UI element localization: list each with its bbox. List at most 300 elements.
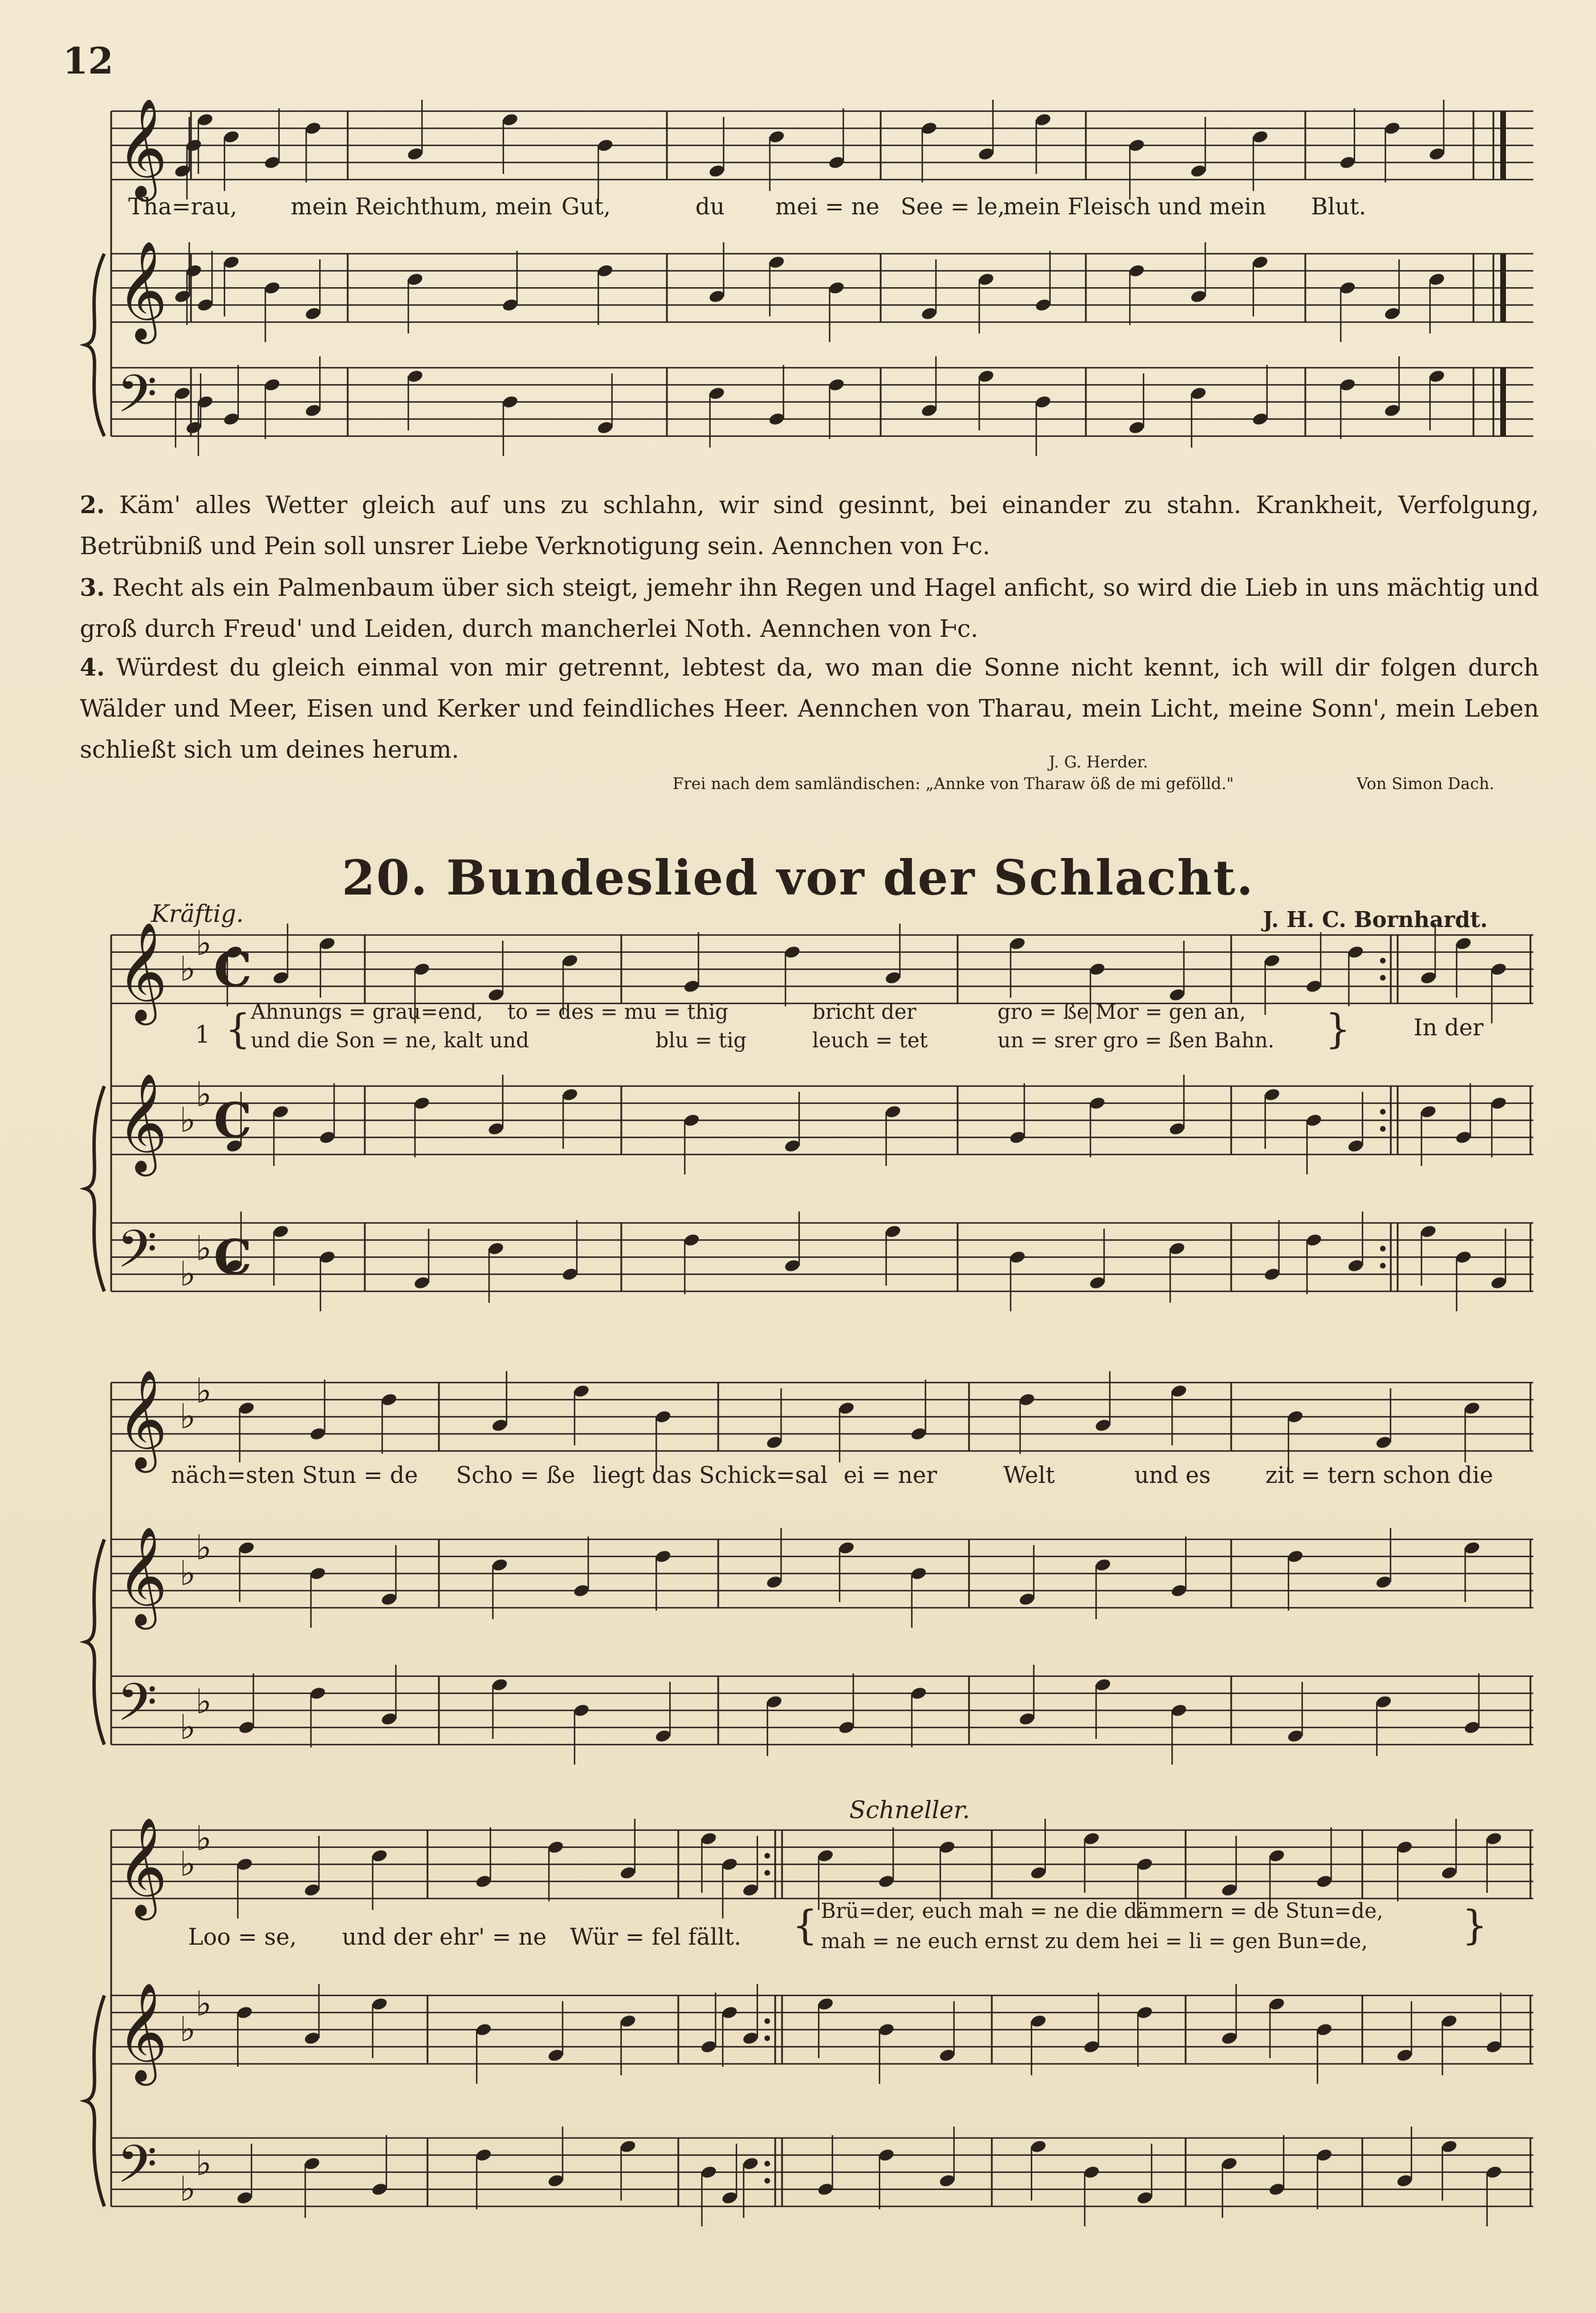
note-head [475,1874,492,1889]
note-head [1168,1121,1186,1136]
note-head [487,1241,505,1256]
note-head [573,1384,591,1399]
note-head [1094,1558,1112,1572]
composer: J. H. C. Bornhardt. [1263,906,1488,932]
note-head [910,1426,927,1441]
note-head [619,1865,637,1880]
flat-icon: ♭ [180,1844,196,1884]
note-head [784,1258,801,1273]
note-head [721,1857,739,1872]
piano-brace [85,1086,104,1291]
note-head [185,263,203,278]
note-head [1339,155,1357,170]
note-head [1428,369,1446,384]
song-name: Bundeslied vor der Schlacht. [446,849,1255,906]
note-head [303,1883,321,1897]
bass-clef-icon: 𝄢 [117,1672,157,1745]
verse-text: Würdest du gleich einmal von mir getrennt, lebtest da, wo man die Sonne nicht kennt, ich will dir folgen durch Wälder und Meer, Eisen und Kerker und feindliches Heer. Aennchen von Tharau, mein Licht, meine Sonn', mein Leben schließt sich um deines herum. [80,653,1539,763]
flat-icon: ♭ [180,1397,196,1437]
note-head [1128,138,1146,153]
note-head [1347,1139,1365,1153]
repeat-dot [764,1870,770,1876]
note-head [683,979,701,994]
lyric-word: Scho = ße [456,1462,575,1489]
note-head [502,395,519,409]
final-barline [1500,111,1506,180]
lyric-word: und es [1134,1462,1211,1489]
flat-icon: ♭ [196,1819,212,1859]
note-head [1268,2182,1286,2197]
tempo-marking: Schneller. [849,1796,970,1824]
note-head [742,1883,759,1897]
note-head [878,2148,895,2162]
note-head [1252,129,1269,144]
note-head [766,1694,783,1709]
note-head [1420,1224,1438,1239]
note-head [708,386,726,401]
note-head [413,1096,431,1111]
note-head [700,1831,718,1846]
note-head [197,112,214,127]
flat-icon: ♭ [180,2169,196,2209]
note-head [272,1224,290,1239]
note-head [1485,1831,1503,1846]
repeat-dot [1380,1246,1386,1251]
note-head [884,1104,902,1119]
note-head [766,1575,783,1590]
lyric-word: und der ehr' = ne [342,1924,547,1950]
flat-icon: ♭ [196,1075,212,1115]
stanza-number: 1 [195,1021,210,1048]
note-head [817,1848,834,1863]
note-head [1035,298,1052,312]
note-head [1263,953,1281,968]
verse-2 [80,485,1539,567]
note-head [487,987,505,1002]
note-head [742,2156,759,2171]
flat-icon: ♭ [180,1100,196,1140]
note-head [596,420,614,435]
lyric-word: ei = ner [844,1462,937,1489]
repeat-dot [1380,1126,1386,1132]
lyric-line: { [225,1006,251,1052]
note-head [547,1840,565,1855]
note-head [174,289,192,304]
note-head [236,2190,254,2205]
note-head [1490,1096,1508,1111]
treble-clef-icon: 𝄞 [117,1369,168,1469]
note-head [263,281,281,295]
flat-icon: ♭ [180,1254,196,1294]
note-head [1029,2014,1047,2029]
note-head [817,1997,834,2011]
lyric-word: näch=sten Stun = de [171,1462,418,1489]
note-head [1018,1712,1036,1726]
note-head [828,155,845,170]
note-head [654,1549,672,1564]
note-head [1455,936,1472,951]
song-title [0,849,1596,906]
piano-brace [85,254,104,436]
note-head [1168,1241,1186,1256]
piano-brace [85,1995,104,2206]
flat-icon: ♭ [196,2144,212,2184]
note-head [1083,1831,1101,1846]
lyric-line: } [1325,1006,1351,1052]
repeat-dot [764,2161,770,2166]
note-head [236,2005,254,2020]
repeat-dot [1380,975,1386,981]
lyric-word: In der [1414,1015,1484,1041]
note-head [768,129,785,144]
note-head [1083,2165,1101,2180]
note-head [1383,403,1401,418]
repeat-dot [1380,1263,1386,1269]
note-head [1396,1840,1414,1855]
lyric-word: mein Reichthum, mein [291,194,552,220]
note-head [1455,1130,1472,1145]
note-head [619,2014,637,2029]
treble-clef-icon: 𝄞 [117,241,168,340]
lyric-word: und die Son = ne, kalt und [251,1029,530,1052]
note-head [1383,121,1401,136]
note-head [319,936,336,951]
note-head [413,1275,431,1290]
note-head [1286,1549,1304,1564]
note-head [910,1566,927,1581]
lyric-word: mein Fleisch und mein [1003,194,1267,220]
lyric-word: du [695,194,725,220]
note-head [1018,1592,1036,1607]
note-head [1455,1250,1472,1265]
note-head [1305,1233,1323,1247]
note-head [1009,1130,1027,1145]
note-head [700,2165,718,2180]
note-head [309,1686,327,1701]
note-head [721,2190,739,2205]
note-head [236,1857,254,1872]
note-head [884,1224,902,1239]
note-head [910,1686,927,1701]
bass-clef-icon: 𝄢 [117,1219,157,1292]
note-head [1490,1275,1508,1290]
note-head [303,2156,321,2171]
note-head [371,1848,389,1863]
note-head [878,1874,895,1889]
note-head [1375,1575,1393,1590]
note-head [1220,2031,1238,2046]
tempo-marking: Kräftig. [151,900,244,928]
note-head [1190,386,1207,401]
treble-clef-icon: 𝄞 [117,98,168,197]
repeat-dot [764,2035,770,2041]
note-head [547,2173,565,2188]
note-head [838,1540,856,1555]
lyric-line: mah = ne euch ernst zu dem hei = li = gen Bun=de, [821,1930,1368,1953]
note-head [1383,306,1401,321]
note-head [1316,1874,1333,1889]
note-head [561,953,579,968]
note-head [700,2039,718,2054]
treble-clef-icon: 𝄞 [117,1982,168,2082]
lyric-word: bricht der [812,1001,917,1024]
flat-icon: ♭ [196,1528,212,1568]
note-head [380,1392,398,1407]
note-head [303,2031,321,2046]
note-head [371,1997,389,2011]
flat-icon: ♭ [196,1371,212,1411]
flat-icon: ♭ [180,949,196,989]
flat-icon: ♭ [180,1708,196,1747]
note-head [1396,2048,1414,2063]
note-head [406,272,424,287]
note-head [304,403,322,418]
note-head [1305,1113,1323,1128]
note-head [1083,2039,1101,2054]
note-head [978,147,995,161]
note-head [1252,412,1269,426]
repeat-dot [1380,958,1386,964]
lyric-word: Ahnungs = grau=end, [251,1001,483,1024]
bass-clef-icon: 𝄢 [117,364,157,437]
note-head [1286,1409,1304,1424]
note-head [1375,1435,1393,1450]
note-head [884,970,902,985]
lyric-word: See = le, [901,194,1005,220]
note-head [721,2005,739,2020]
note-head [1263,1267,1281,1282]
note-head [263,155,281,170]
note-head [371,2182,389,2197]
final-barline [1500,368,1506,436]
lyric-word: Gut, [561,194,611,220]
note-head [502,112,519,127]
verse-4 [80,647,1539,770]
note-head [309,1566,327,1581]
note-head [938,2048,956,2063]
common-time-icon: C [214,1229,252,1286]
note-head [921,121,938,136]
treble-clef-icon: 𝄞 [117,1817,168,1916]
lyric-word: blu = tig [656,1029,747,1052]
note-head [1220,2156,1238,2171]
note-head [1263,1087,1281,1102]
repeat-dot [764,2018,770,2024]
note-head [185,138,203,153]
bass-clef-icon: 𝄢 [117,2134,157,2207]
final-barline [1500,254,1506,322]
note-head [1286,1729,1304,1743]
common-time-icon: C [214,941,252,998]
note-head [1089,1096,1106,1111]
note-head [768,255,785,270]
note-head [1128,263,1146,278]
note-head [708,164,726,178]
note-head [1347,945,1365,960]
note-head [1089,962,1106,977]
song-number: 20. [341,849,429,906]
common-time-icon: C [214,1092,252,1149]
note-head [1220,1883,1238,1897]
note-head [573,1583,591,1598]
note-head [491,1418,508,1433]
flat-icon: ♭ [196,1229,212,1269]
note-head [319,1250,336,1265]
note-head [491,1558,508,1572]
note-head [561,1087,579,1102]
note-head [380,1592,398,1607]
note-head [319,1130,336,1145]
note-head [272,1104,290,1119]
note-head [596,263,614,278]
note-head [766,1435,783,1450]
note-head [263,377,281,392]
note-head [1136,1857,1154,1872]
note-head [838,1720,856,1735]
note-head [596,138,614,153]
note-head [413,962,431,977]
note-head [1170,1583,1188,1598]
note-head [938,1840,956,1855]
lyric-word: zit = tern schon die [1265,1462,1493,1489]
note-head [1485,2039,1503,2054]
note-head [1420,1104,1438,1119]
note-head [1029,1865,1047,1880]
author-credit: Von Simon Dach. [1357,774,1495,793]
note-head [1375,1694,1393,1709]
note-head [197,395,214,409]
note-head [380,1712,398,1726]
lyric-word: Loo = se, [188,1924,297,1950]
note-head [406,147,424,161]
note-head [838,1401,856,1416]
note-head [1463,1540,1481,1555]
note-head [1190,289,1207,304]
note-head [238,1540,255,1555]
treble-clef-icon: 𝄞 [117,922,168,1021]
lyric-word: gro = ße Mor = gen an, [997,1001,1246,1024]
translator-credit: J. G. Herder. [1049,753,1149,771]
note-head [309,1426,327,1441]
note-head [1035,395,1052,409]
page-number: 12 [63,40,114,83]
note-head [238,1720,255,1735]
note-head [938,2173,956,2188]
note-head [683,1233,701,1247]
flat-icon: ♭ [180,1554,196,1594]
note-head [272,970,290,985]
lyric-word: to = des = mu = thig [507,1001,728,1024]
note-head [1428,147,1446,161]
note-head [573,1703,591,1718]
note-head [1396,2173,1414,2188]
note-head [487,1121,505,1136]
note-head [1268,1848,1286,1863]
repeat-dot [764,1853,770,1859]
note-head [197,298,214,312]
flat-icon: ♭ [196,1984,212,2024]
note-head [1170,1703,1188,1718]
note-head [1089,1275,1106,1290]
note-head [1463,1401,1481,1416]
note-head [1485,2165,1503,2180]
note-head [1094,1418,1112,1433]
note-head [978,369,995,384]
verse-text: Recht als ein Palmenbaum über sich steigt, jemehr ihn Regen und Hagel anficht, so wird die Lieb in uns mächtig und groß durch Freud' und Leiden, durch mancherlei Noth. Aennchen von Ⱶc. [80,574,1539,643]
lyric-word: Blut. [1311,194,1366,220]
lyric-word: Wür = fel fällt. [570,1924,742,1950]
note-head [223,255,241,270]
lyric-word: Tha=rau, [128,194,238,220]
note-head [828,281,845,295]
lyric-line: Brü=der, euch mah = ne die dämmern = de Stun=de, [821,1900,1383,1923]
note-head [1268,1997,1286,2011]
source-note: Frei nach dem samländischen: „Annke von Tharaw öß de mi gefölld." [673,774,1234,793]
note-head [978,272,995,287]
lyric-word: liegt das Schick=sal [593,1462,828,1489]
note-head [1428,272,1446,287]
note-head [619,2139,637,2154]
note-head [223,412,241,426]
note-head [1440,1865,1458,1880]
note-head [475,2148,492,2162]
note-head [502,298,519,312]
note-head [1440,2139,1458,2154]
note-head [1252,255,1269,270]
note-head [768,412,785,426]
note-head [1490,962,1508,977]
note-head [1018,1392,1036,1407]
note-head [1170,1384,1188,1399]
flat-icon: ♭ [196,924,212,964]
note-head [654,1729,672,1743]
piano-brace [85,1539,104,1745]
verse-number: 2. [80,491,105,519]
note-head [878,2022,895,2037]
note-head [223,129,241,144]
verse-3 [80,567,1539,649]
verse-number: 3. [80,574,105,601]
note-head [1440,2014,1458,2029]
note-head [1420,970,1438,985]
note-head [708,289,726,304]
note-head [1035,112,1052,127]
verse-text: Käm' alles Wetter gleich auf uns zu schlahn, wir sind gesinnt, bei einander zu stahn. Krankheit, Verfolgung, Betrübniß und Pein soll unsrer Liebe Verknotigung sein. Aennchen von Ⱶc. [80,491,1539,560]
repeat-dot [764,2178,770,2184]
note-head [174,164,192,178]
note-head [238,1401,255,1416]
note-head [1305,979,1323,994]
note-head [1009,936,1027,951]
lyric-word: mei = ne [775,194,880,220]
note-head [1009,1250,1027,1265]
flat-icon: ♭ [196,1682,212,1722]
note-head [475,2022,492,2037]
note-head [1029,2139,1047,2154]
lyric-line: } [1462,1902,1488,1949]
note-head [742,2031,759,2046]
note-head [1094,1677,1112,1692]
note-head [921,306,938,321]
note-head [683,1113,701,1128]
note-head [1339,377,1357,392]
note-head [1128,420,1146,435]
note-head [828,377,845,392]
note-head [1136,2005,1154,2020]
note-head [817,2182,834,2197]
note-head [1463,1720,1481,1735]
note-head [561,1267,579,1282]
